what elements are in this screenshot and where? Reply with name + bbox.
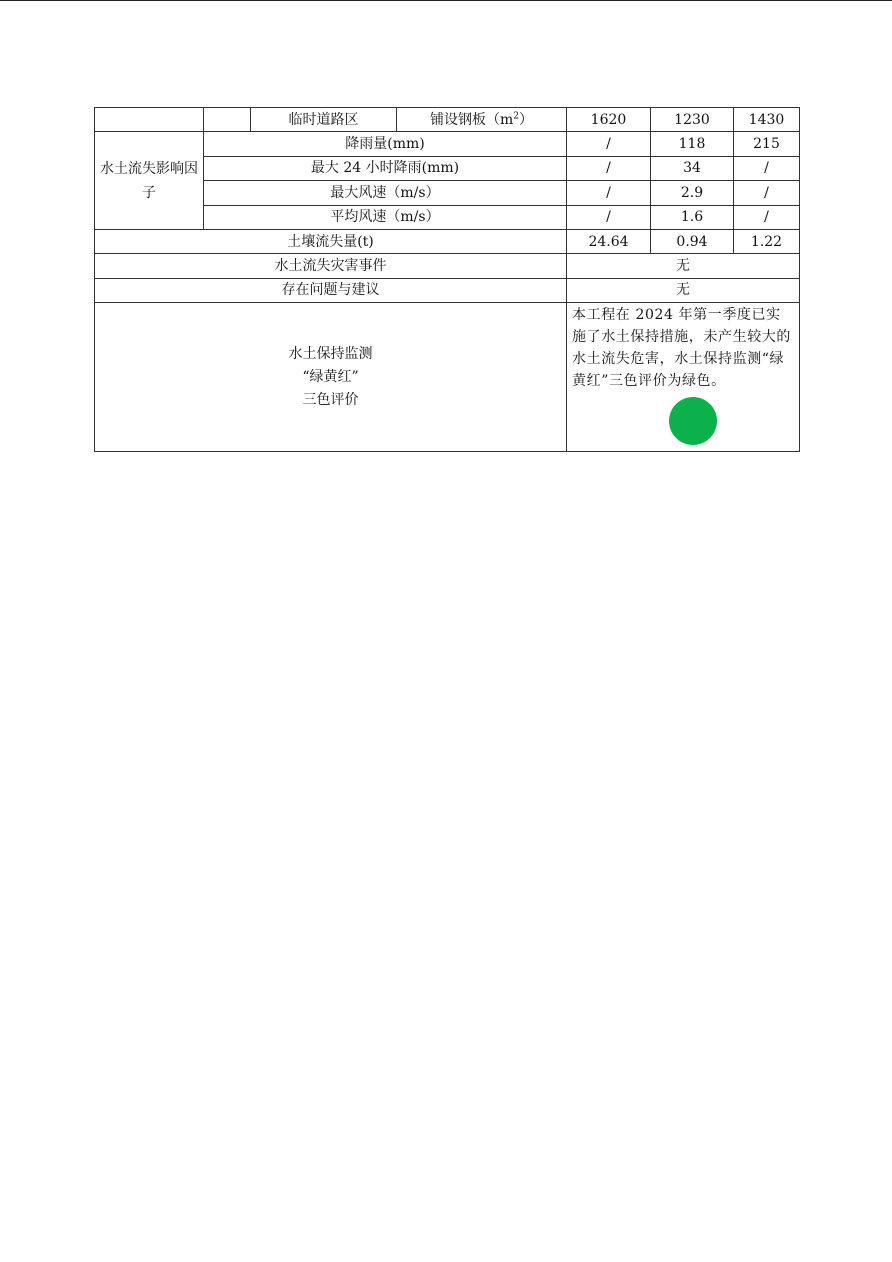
page-top-border [0,0,892,1]
disaster-value: 无 [567,254,800,278]
value-cell: 1230 [651,108,734,132]
value-cell: / [567,181,651,205]
disaster-label: 水土流失灾害事件 [95,254,567,278]
issues-label: 存在问题与建议 [95,278,567,302]
value-cell: 1.22 [734,229,800,253]
measure-cell [397,108,567,132]
measure-label: 铺设钢板（m [429,111,514,128]
soil-loss-label: 土壤流失量(t) [95,229,567,253]
value-cell: / [567,132,651,156]
value-cell: 24.64 [567,229,651,253]
empty-cell [204,108,251,132]
factor-group-label: 水土流失影响因子 [95,132,204,230]
issues-value: 无 [567,278,800,302]
value-cell: 34 [651,156,734,180]
green-status-indicator-icon [669,397,717,445]
value-cell: / [734,205,800,229]
table-row-soil-loss [95,229,800,253]
monitoring-report-table [94,107,800,452]
evaluation-label-line: “绿黄红” [302,368,359,385]
value-cell: 2.9 [651,181,734,205]
factor-label: 最大风速（m/s） [204,181,567,205]
evaluation-result [567,303,800,452]
evaluation-label [95,303,567,452]
evaluation-label-line: 水土保持监测 [288,345,373,362]
table-row-evaluation [95,303,800,452]
value-cell: 1430 [734,108,800,132]
table-row-road-zone [95,108,800,132]
empty-cell [95,108,204,132]
value-cell: 1620 [567,108,651,132]
factor-label: 平均风速（m/s） [204,205,567,229]
value-cell: / [567,156,651,180]
value-cell: 1.6 [651,205,734,229]
value-cell: 118 [651,132,734,156]
factor-label: 最大 24 小时降雨(mm) [204,156,567,180]
zone-name-cell: 临时道路区 [251,108,397,132]
evaluation-text: 本工程在 2024 年第一季度已实施了水土保持措施，未产生较大的水土流失危害，水土保持监测“绿黄红”三色评价为绿色。 [572,307,791,390]
factor-label: 降雨量(mm) [204,132,567,156]
value-cell: / [734,156,800,180]
measure-label-close: ） [519,111,533,128]
value-cell: / [734,181,800,205]
value-cell: / [567,205,651,229]
table-row-rainfall [95,132,800,156]
value-cell: 215 [734,132,800,156]
unit-superscript: 2 [513,111,519,122]
value-cell: 0.94 [651,229,734,253]
table-row-disaster [95,254,800,278]
evaluation-label-line: 三色评价 [302,391,359,408]
table-row-issues [95,278,800,302]
